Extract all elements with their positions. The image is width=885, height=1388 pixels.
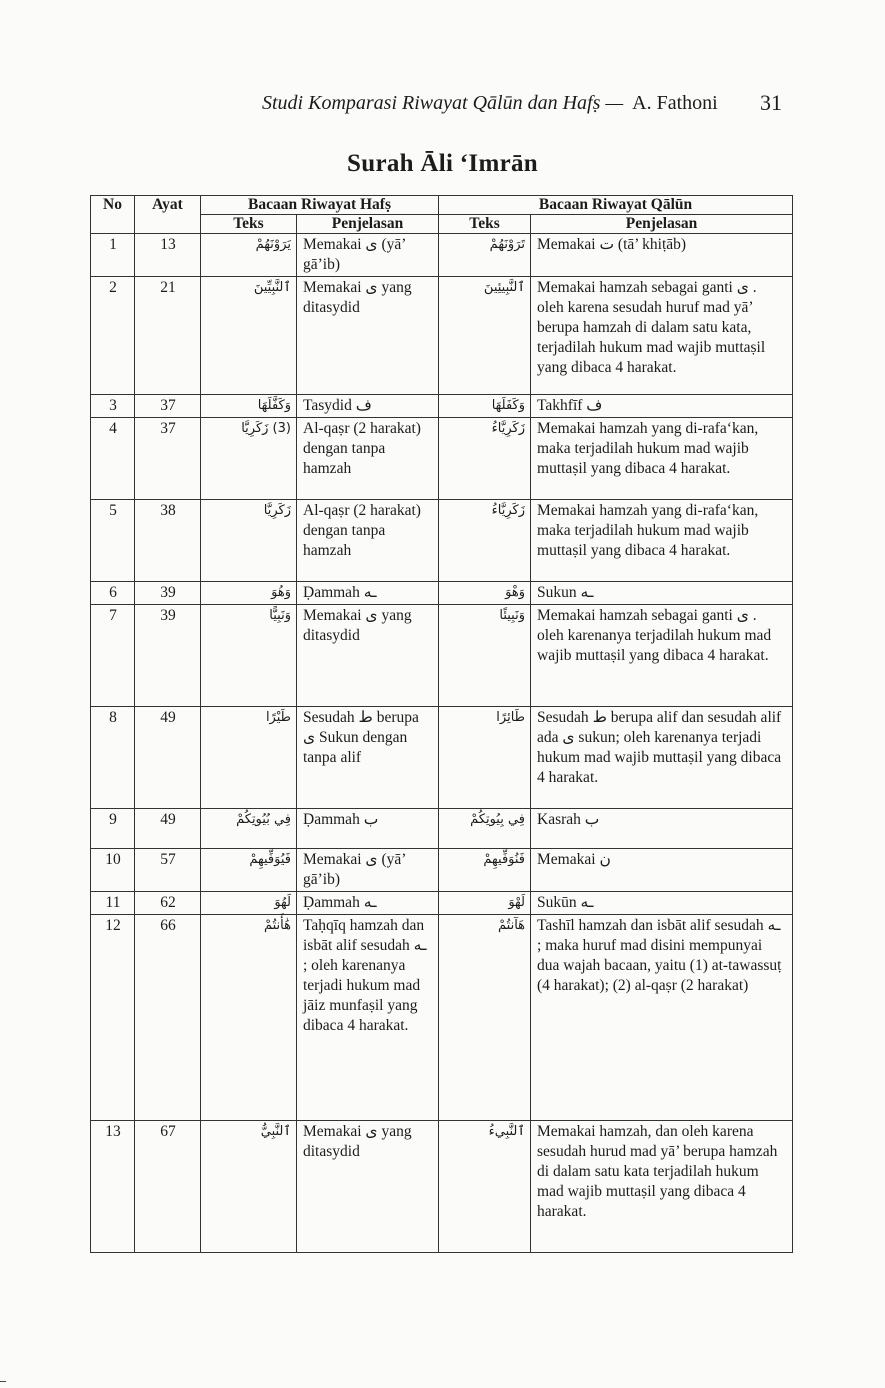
- row-ayat: 39: [135, 582, 201, 605]
- row-no: 9: [91, 809, 135, 849]
- row-qalun-teks: ٱلنَّبِيئِينَ: [439, 277, 531, 395]
- row-qalun-penjelasan: Memakai hamzah yang di-rafa‘kan, maka terjadilah hukum mad wajib muttaṣil yang dibaca 4 harakat.: [531, 500, 793, 582]
- row-hafs-teks: ٱلنَّبِيِّينَ: [201, 277, 297, 395]
- table-row: [91, 605, 793, 707]
- row-hafs-penjelasan: Memakai ى yang ditasydid: [297, 277, 439, 395]
- row-ayat: 39: [135, 605, 201, 707]
- row-hafs-penjelasan: Memakai ى yang ditasydid: [297, 1121, 439, 1253]
- row-no: 11: [91, 892, 135, 915]
- running-header: [262, 92, 782, 115]
- header-ayat: Ayat: [135, 196, 201, 234]
- row-hafs-teks: وَنَبِيًّا: [201, 605, 297, 707]
- row-qalun-teks: فِي بِيُوتِكُمْ: [439, 809, 531, 849]
- row-ayat: 38: [135, 500, 201, 582]
- row-qalun-penjelasan: Memakai ت (tā’ khiṭāb): [531, 234, 793, 277]
- table-row: [91, 500, 793, 582]
- table-row: [91, 277, 793, 395]
- row-qalun-penjelasan: Memakai hamzah, dan oleh karena sesudah hurud mad yā’ berupa hamzah di dalam satu kata terjadilah hukum mad wajib muttaṣil yang dibaca 4 harakat.: [531, 1121, 793, 1253]
- row-hafs-teks: ٱلنَّبِيُّ: [201, 1121, 297, 1253]
- row-hafs-teks: وَهُوَ: [201, 582, 297, 605]
- row-hafs-teks: يَرَوْنَهُمْ: [201, 234, 297, 277]
- row-ayat: 13: [135, 234, 201, 277]
- row-qalun-penjelasan: Memakai hamzah sebagai ganti ى . oleh karenanya terjadilah hukum mad wajib muttaṣil yang dibaca 4 harakat.: [531, 605, 793, 707]
- row-hafs-teks: (3) زَكَرِيَّا: [201, 418, 297, 500]
- table-row: [91, 395, 793, 418]
- row-qalun-teks: طَائِرًا: [439, 707, 531, 809]
- row-qalun-penjelasan: Kasrah ب: [531, 809, 793, 849]
- row-ayat: 66: [135, 915, 201, 1121]
- row-hafs-teks: لَهُوَ: [201, 892, 297, 915]
- table-row: [91, 707, 793, 809]
- table-row: [91, 849, 793, 892]
- row-no: 10: [91, 849, 135, 892]
- row-hafs-teks: فَيُوَفِّيهِمْ: [201, 849, 297, 892]
- table-body: [91, 234, 793, 1253]
- row-qalun-teks: زَكَرِيَّاءُ: [439, 418, 531, 500]
- row-qalun-penjelasan: Takhfīf ف: [531, 395, 793, 418]
- row-ayat: 49: [135, 707, 201, 809]
- row-hafs-teks: فِي بُيُوتِكُمْ: [201, 809, 297, 849]
- page-number: 31: [760, 90, 782, 115]
- table-row: [91, 1121, 793, 1253]
- row-ayat: 67: [135, 1121, 201, 1253]
- row-no: 7: [91, 605, 135, 707]
- row-qalun-teks: هَآنتُمْ: [439, 915, 531, 1121]
- row-ayat: 37: [135, 395, 201, 418]
- row-no: 3: [91, 395, 135, 418]
- table-row: [91, 418, 793, 500]
- row-hafs-penjelasan: Memakai ى (yā’ gā’ib): [297, 234, 439, 277]
- row-hafs-penjelasan: Tasydid ف: [297, 395, 439, 418]
- table-row: [91, 915, 793, 1121]
- running-header-author: A. Fathoni: [632, 92, 718, 114]
- row-no: 12: [91, 915, 135, 1121]
- row-no: 6: [91, 582, 135, 605]
- row-qalun-teks: تَرَوْنَهُمْ: [439, 234, 531, 277]
- section-title: Surah Āli ‘Imrān: [347, 150, 538, 177]
- header-hafs-penjelasan: Penjelasan: [297, 215, 439, 234]
- row-ayat: 62: [135, 892, 201, 915]
- row-qalun-teks: ٱلنَّبِيءُ: [439, 1121, 531, 1253]
- row-hafs-penjelasan: Ḍammah ـه: [297, 892, 439, 915]
- row-qalun-teks: وَكَفَلَهَا: [439, 395, 531, 418]
- row-qalun-teks: لَهْوَ: [439, 892, 531, 915]
- row-hafs-teks: وَكَفَّلَهَا: [201, 395, 297, 418]
- row-qalun-teks: وَهْوَ: [439, 582, 531, 605]
- table-row: [91, 582, 793, 605]
- table-row: [91, 234, 793, 277]
- comparison-table: [90, 195, 793, 1253]
- row-ayat: 49: [135, 809, 201, 849]
- margin-mark: [0, 1381, 6, 1382]
- header-no: No: [91, 196, 135, 234]
- row-hafs-penjelasan: Ḍammah ـه: [297, 582, 439, 605]
- row-qalun-penjelasan: Memakai hamzah yang di-rafa‘kan, maka terjadilah hukum mad wajib muttaṣil yang dibaca 4 harakat.: [531, 418, 793, 500]
- row-qalun-penjelasan: Memakai ن: [531, 849, 793, 892]
- header-hafs: Bacaan Riwayat Hafṣ: [201, 196, 439, 215]
- row-hafs-penjelasan: Al-qaṣr (2 harakat) dengan tanpa hamzah: [297, 418, 439, 500]
- row-hafs-penjelasan: Memakai ى (yā’ gā’ib): [297, 849, 439, 892]
- row-qalun-penjelasan: Memakai hamzah sebagai ganti ى . oleh karena sesudah huruf mad yā’ berupa hamzah di dalam satu kata, terjadilah hukum mad wajib muttaṣil yang dibaca 4 harakat.: [531, 277, 793, 395]
- row-hafs-penjelasan: Ḍammah ب: [297, 809, 439, 849]
- header-qalun: Bacaan Riwayat Qālūn: [439, 196, 793, 215]
- table-row: [91, 809, 793, 849]
- header-qalun-teks: Teks: [439, 215, 531, 234]
- row-qalun-penjelasan: Tashīl hamzah dan isbāt alif sesudah ـه ; maka huruf mad disini mempunyai dua wajah bacaan, yaitu (1) at-tawassuṭ (4 harakat); (2) al-qaṣr (2 harakat): [531, 915, 793, 1121]
- header-hafs-teks: Teks: [201, 215, 297, 234]
- row-hafs-penjelasan: Sesudah ط berupa ى Sukun dengan tanpa alif: [297, 707, 439, 809]
- row-qalun-penjelasan: Sukūn ـه: [531, 892, 793, 915]
- row-hafs-teks: زَكَرِيَّا: [201, 500, 297, 582]
- row-hafs-teks: طَيْرًا: [201, 707, 297, 809]
- row-ayat: 37: [135, 418, 201, 500]
- row-no: 4: [91, 418, 135, 500]
- row-no: 1: [91, 234, 135, 277]
- row-qalun-teks: زَكَرِيَّاءُ: [439, 500, 531, 582]
- row-qalun-teks: فَنُوَفِّيهِمْ: [439, 849, 531, 892]
- row-ayat: 21: [135, 277, 201, 395]
- running-header-title: Studi Komparasi Riwayat Qālūn dan Hafṣ —: [262, 92, 624, 114]
- row-no: 5: [91, 500, 135, 582]
- row-hafs-penjelasan: Memakai ى yang ditasydid: [297, 605, 439, 707]
- row-no: 13: [91, 1121, 135, 1253]
- row-qalun-penjelasan: Sukun ـه: [531, 582, 793, 605]
- row-hafs-penjelasan: Taḥqīq hamzah dan isbāt alif sesudah ـه ; oleh karenanya terjadi hukum mad jāiz munfaṣil yang dibaca 4 harakat.: [297, 915, 439, 1121]
- table-row: [91, 892, 793, 915]
- row-qalun-penjelasan: Sesudah ط berupa alif dan sesudah alif ada ى sukun; oleh karenanya terjadi hukum mad wajib muttaṣil yang dibaca 4 harakat.: [531, 707, 793, 809]
- row-no: 2: [91, 277, 135, 395]
- header-qalun-penjelasan: Penjelasan: [531, 215, 793, 234]
- row-hafs-penjelasan: Al-qaṣr (2 harakat) dengan tanpa hamzah: [297, 500, 439, 582]
- row-hafs-teks: هَٰأَنتُمْ: [201, 915, 297, 1121]
- row-ayat: 57: [135, 849, 201, 892]
- row-qalun-teks: وَنَبِيئًا: [439, 605, 531, 707]
- row-no: 8: [91, 707, 135, 809]
